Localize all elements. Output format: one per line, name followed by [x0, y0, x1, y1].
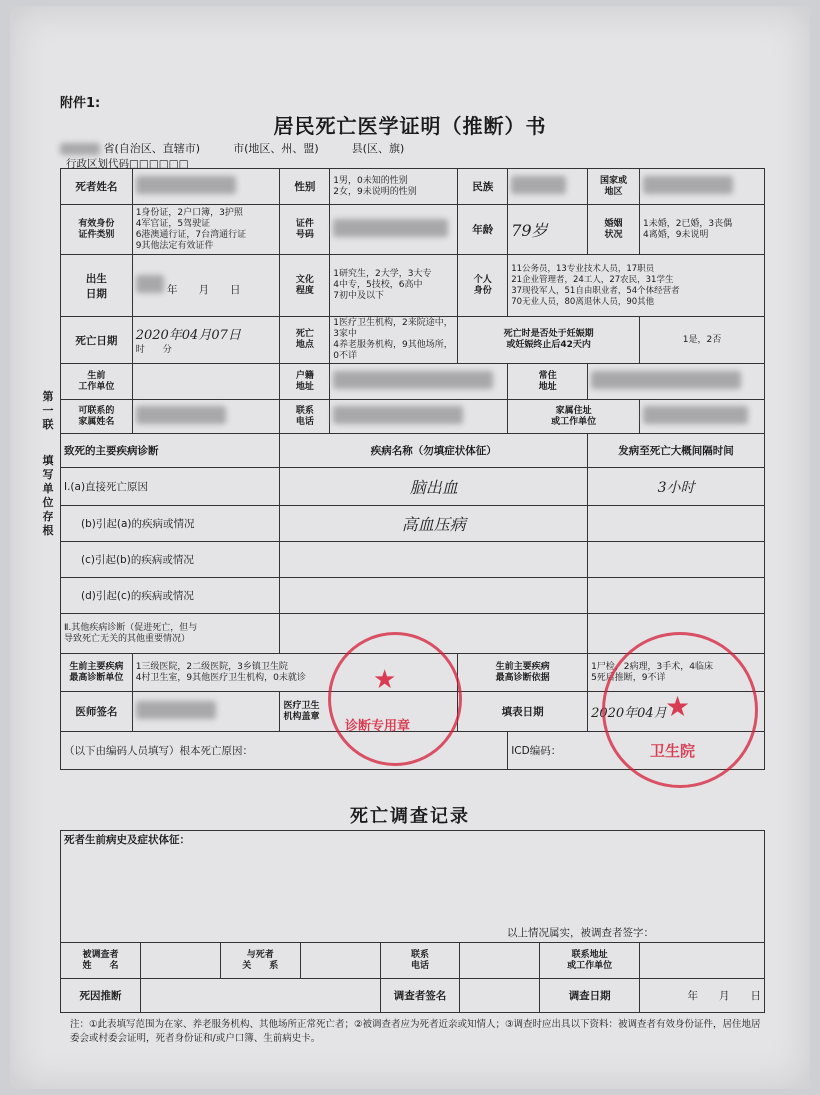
survey-phone-value[interactable]: [460, 943, 540, 979]
survey-phone-label: 联系 电话: [380, 943, 460, 979]
birth-label: 出生 日期: [61, 255, 133, 317]
occupation-options: 11公务员，13专业技术人员，17职员 21企业管理者，24工人，27农民，31学生 37现役军人，51自由职业者，54个体经营者 70无业人员，80离退休人员，90其他: [508, 255, 765, 317]
history-label: 死者生前病史及症状体征：: [64, 834, 190, 846]
investigator-label: 调查者签名: [380, 979, 460, 1013]
inference-label: 死因推断: [61, 979, 141, 1013]
cause-d-value[interactable]: [280, 578, 588, 614]
survey-address-value[interactable]: [640, 943, 765, 979]
interval-header: 发病至死亡大概间隔时间: [588, 434, 765, 468]
country-value[interactable]: [639, 169, 764, 205]
redacted-id-number: [333, 219, 448, 237]
side-first-copy: 第一联: [42, 390, 54, 431]
name-value[interactable]: [132, 169, 280, 205]
redacted-doctor: [136, 701, 216, 719]
footnote: 注：①此表填写范围为在家、养老服务机构、其他场所正常死亡者；②被调查者应为死者近亲或知情人；③调查时应出具以下资料：被调查者有效身份证件，居住地居委会或村委会证明，死者身份证和/或户口簿、生前病史卡。: [70, 1019, 761, 1044]
redacted-ethnicity: [511, 176, 566, 194]
cause-c-interval[interactable]: [588, 542, 765, 578]
id-type-options: 1身份证，2户口簿，3护照 4军官证，5驾驶证 6港澳通行证，7台湾通行证 9其他法定有效证件: [132, 205, 280, 255]
redacted-province: [60, 143, 100, 155]
redacted-name: [136, 176, 236, 194]
survey-title: 死亡调查记录: [350, 806, 470, 827]
investigator-value[interactable]: [460, 979, 540, 1013]
redacted-household: [333, 371, 493, 389]
cause-d-label: (d)引起(c)的疾病或情况: [61, 578, 280, 614]
occupation-label: 个人 身份: [458, 255, 508, 317]
disease-header: 疾病名称（勿填症状体征）: [280, 434, 588, 468]
cause-a-label: Ⅰ.(a)直接死亡原因: [61, 468, 280, 506]
education-label: 文化 程度: [280, 255, 330, 317]
death-date-label: 死亡日期: [61, 317, 133, 364]
family-address-value[interactable]: [639, 400, 764, 434]
respondent-value[interactable]: [140, 943, 220, 979]
name-label: 死者姓名: [61, 169, 133, 205]
ethnicity-label: 民族: [458, 169, 508, 205]
family-address-label: 家属住址 或工作单位: [508, 400, 640, 434]
redacted-residence: [591, 371, 741, 389]
cause-header: 致死的主要疾病诊断: [61, 434, 280, 468]
death-place-label: 死亡 地点: [280, 317, 330, 364]
redacted-country: [643, 176, 733, 194]
pregnancy-label: 死亡时是否处于妊娠期 或妊娠终止后42天内: [458, 317, 640, 364]
side-keep-stub: 填写单位存根: [42, 454, 54, 537]
cause-b-label: (b)引起(a)的疾病或情况: [61, 506, 280, 542]
hospital-stamp-text: 卫生院: [650, 742, 696, 760]
death-place-options: 1医疗卫生机构，2来院途中，3家中 4养老服务机构，9其他场所，0不详: [330, 317, 458, 364]
id-number-value[interactable]: [330, 205, 458, 255]
workplace-label: 生前 工作单位: [61, 364, 133, 400]
age-value[interactable]: 79岁: [508, 205, 588, 255]
inference-value[interactable]: [140, 979, 380, 1013]
sex-label: 性别: [280, 169, 330, 205]
icd-label: ICD编码：: [508, 732, 765, 770]
diag-basis-label: 生前主要疾病 最高诊断依据: [458, 654, 588, 692]
cause-c-label: (c)引起(b)的疾病或情况: [61, 542, 280, 578]
pregnancy-options: 1是，2否: [639, 317, 764, 364]
survey-address-label: 联系地址 或工作单位: [540, 943, 640, 979]
diag-stamp-text: 诊断专用章: [345, 719, 411, 734]
doctor-signature[interactable]: [132, 692, 280, 732]
cause-d-interval[interactable]: [588, 578, 765, 614]
workplace-value[interactable]: [132, 364, 280, 400]
seal-label: 医疗卫生 机构盖章: [280, 692, 458, 732]
household-label: 户籍 地址: [280, 364, 330, 400]
relative-value[interactable]: [132, 400, 280, 434]
relation-value[interactable]: [300, 943, 380, 979]
marital-options: 1未婚，2已婚，3丧偶 4离婚，9未说明: [639, 205, 764, 255]
redacted-phone: [333, 406, 463, 424]
birth-date-text: 年 月 日: [167, 283, 241, 296]
cause-b-value[interactable]: 高血压病: [280, 506, 588, 542]
death-date-value[interactable]: [132, 317, 280, 364]
respondent-label: 被调查者 姓 名: [61, 943, 141, 979]
doctor-label: 医师签名: [61, 692, 133, 732]
death-time-text: 时 分: [135, 345, 172, 355]
death-date-text: 2020年04月07日: [135, 328, 241, 343]
ethnicity-value[interactable]: [508, 169, 588, 205]
attachment-label: 附件1:: [60, 96, 101, 111]
residence-label: 常住 地址: [508, 364, 588, 400]
admin-code: 行政区划代码□□□□□□: [66, 158, 189, 170]
cause-b-interval[interactable]: [588, 506, 765, 542]
fill-date-value[interactable]: 2020年04月: [588, 692, 765, 732]
region-line-text: 省(自治区、直辖市) 市(地区、州、盟) 县(区、旗): [103, 142, 405, 155]
marital-label: 婚姻 状况: [588, 205, 640, 255]
history-cell[interactable]: [61, 831, 765, 943]
side-label: [40, 390, 56, 538]
stamp-star-icon: ★: [373, 665, 397, 695]
cause-a-value[interactable]: 脑出血: [280, 468, 588, 506]
id-type-label: 有效身份 证件类别: [61, 205, 133, 255]
relative-label: 可联系的 家属姓名: [61, 400, 133, 434]
cause-ii-label: Ⅱ.其他疾病诊断（促进死亡，但与 导致死亡无关的其他重要情况）: [61, 614, 280, 654]
residence-value[interactable]: [588, 364, 765, 400]
diagnosis-stamp: [328, 632, 462, 766]
certificate-title: 居民死亡医学证明（推断）书: [273, 114, 547, 138]
age-label: 年龄: [458, 205, 508, 255]
phone-label: 联系 电话: [280, 400, 330, 434]
education-options: 1研究生，2大学，3大专 4中专，5技校，6高中 7初中及以下: [330, 255, 458, 317]
region-line: [60, 140, 404, 156]
hospital-stamp: [602, 632, 758, 788]
phone-value[interactable]: [330, 400, 508, 434]
truth-statement: 以上情况属实，被调查者签字：: [507, 927, 654, 939]
birth-value[interactable]: [132, 255, 280, 317]
country-label: 国家或 地区: [588, 169, 640, 205]
sex-options: 1男，0未知的性别 2女，9未说明的性别: [330, 169, 458, 205]
household-value[interactable]: [330, 364, 508, 400]
redacted-birth-year: [136, 275, 164, 293]
survey-table: [60, 830, 765, 1013]
redacted-relative: [136, 406, 226, 424]
diag-unit-label: 生前主要疾病 最高诊断单位: [61, 654, 133, 692]
id-number-label: 证件 号码: [280, 205, 330, 255]
relation-label: 与死者 关 系: [220, 943, 300, 979]
survey-date-label: 调查日期: [540, 979, 640, 1013]
redacted-family-address: [643, 406, 748, 424]
diag-unit-options: 1三级医院，2二级医院，3乡镇卫生院 4村卫生室，9其他医疗卫生机构，0未就诊: [132, 654, 458, 692]
fill-date-label: 填表日期: [458, 692, 588, 732]
cause-a-interval[interactable]: 3小时: [588, 468, 765, 506]
stamp-star-icon-2: ★: [665, 690, 691, 723]
cause-c-value[interactable]: [280, 542, 588, 578]
coder-label: （以下由编码人员填写）根本死亡原因：: [61, 732, 508, 770]
survey-date-value[interactable]: 年 月 日: [640, 979, 765, 1013]
diag-basis-options: 1尸检，2病理，3手术，4临床 5死后推断，9不详: [588, 654, 765, 692]
